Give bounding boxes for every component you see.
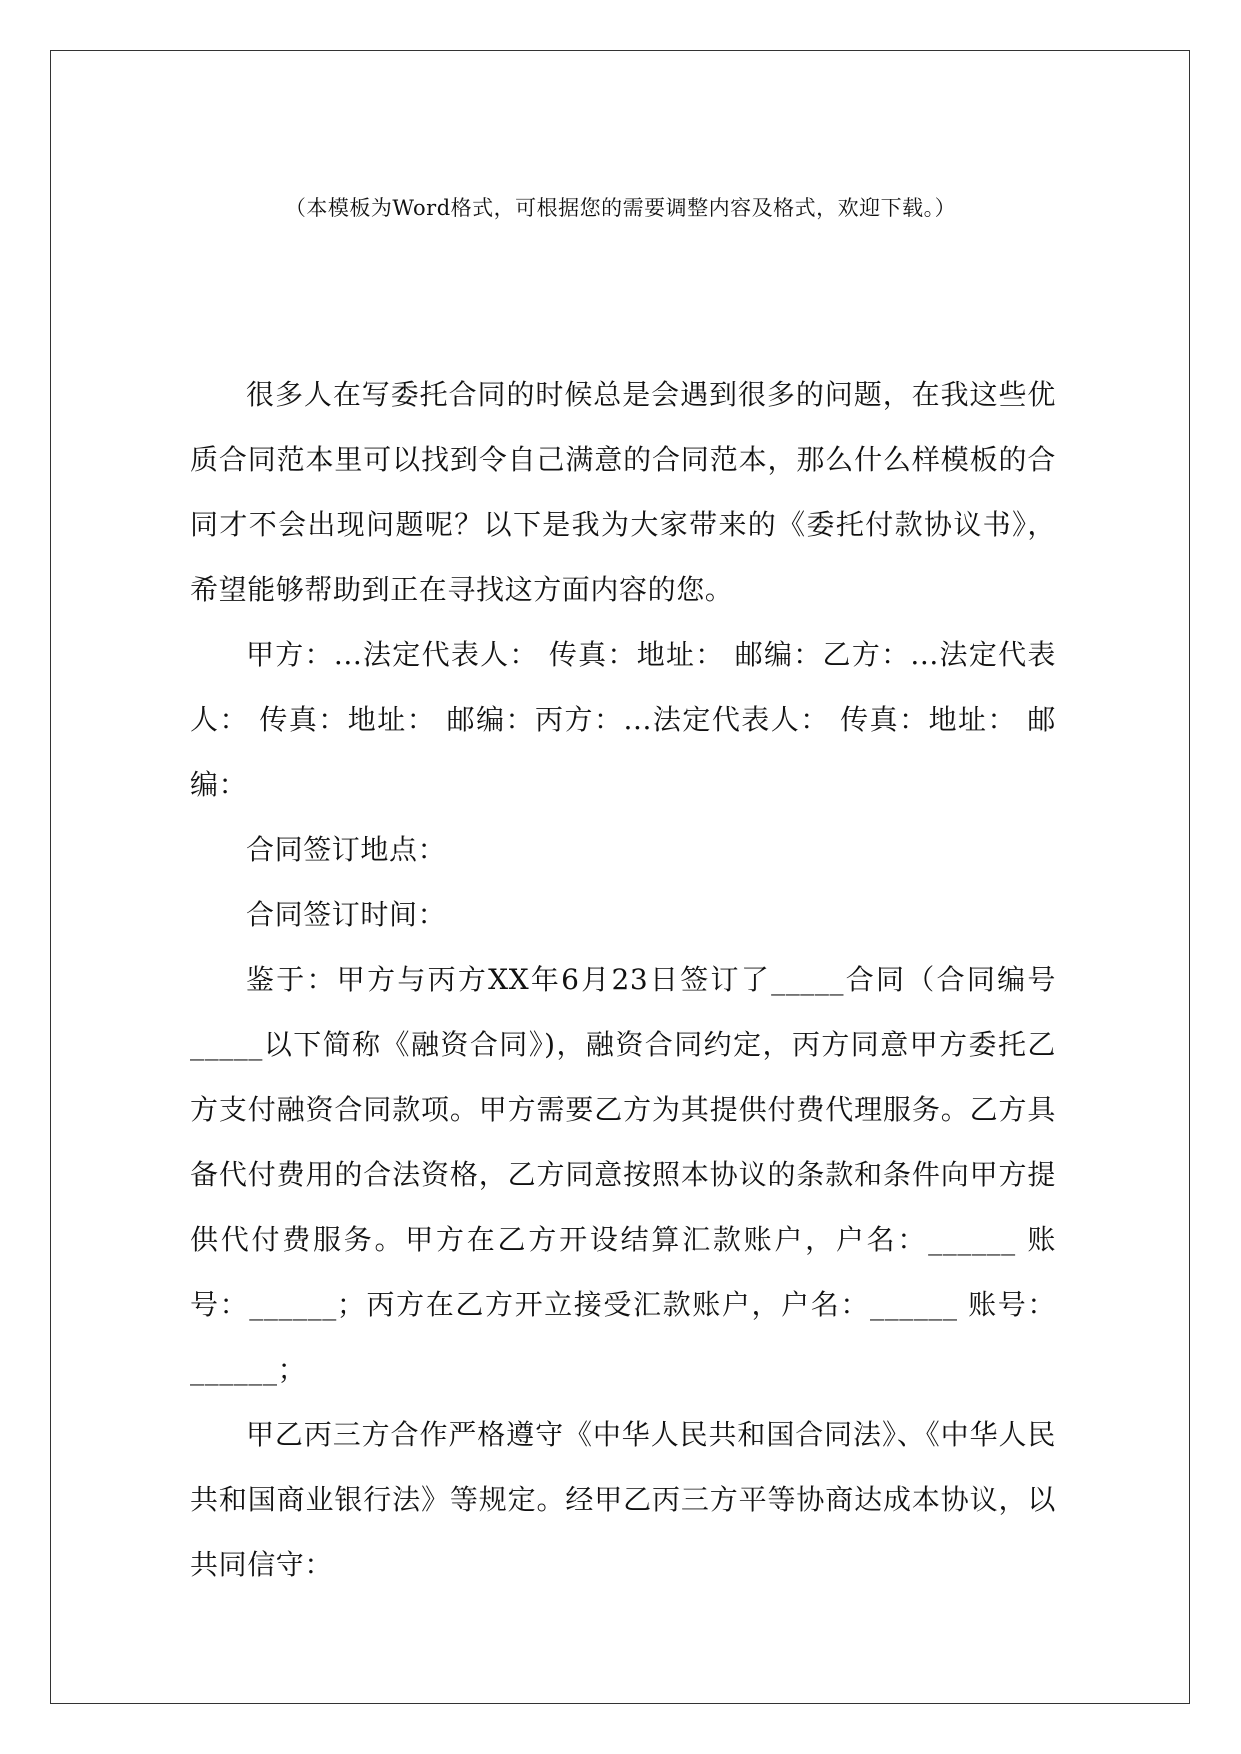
document-body (190, 362, 1056, 1597)
paragraph-intro: 很多人在写委托合同的时候总是会遇到很多的问题，在我这些优质合同范本里可以找到令自己满意的合同范本，那么什么样模板的合同才不会出现问题呢？以下是我为大家带来的《委托付款协议书》，希望能够帮助到正在寻找这方面内容的您。 (190, 378, 1056, 606)
paragraph-whereas: 鉴于：甲方与丙方XX年6月23日签订了_____合同（合同编号_____以下简称《融资合同》)，融资合同约定，丙方同意甲方委托乙方支付融资合同款项。甲方需要乙方为其提供付费代理服务。乙方具备代付费用的合法资格，乙方同意按照本协议的条款和条件向甲方提供代付费服务。甲方在乙方开设结算汇款账户，户名：______ 账号：______；丙方在乙方开立接受汇款账户，户名：______ 账号：______； (190, 963, 1056, 1386)
paragraph-sign-place: 合同签订地点： (246, 833, 447, 866)
template-note: （本模板为Word格式，可根据您的需要调整内容及格式，欢迎下载。） (284, 196, 957, 220)
paragraph-legal-basis: 甲乙丙三方合作严格遵守《中华人民共和国合同法》、《中华人民共和国商业银行法》等规定。经甲乙丙三方平等协商达成本协议，以共同信守： (190, 1418, 1056, 1581)
paragraph-sign-time: 合同签订时间： (246, 898, 447, 931)
paragraph-parties: 甲方：...法定代表人： 传真：地址： 邮编：乙方：...法定代表人： 传真：地址： 邮编：丙方：...法定代表人： 传真：地址： 邮编： (190, 638, 1056, 801)
